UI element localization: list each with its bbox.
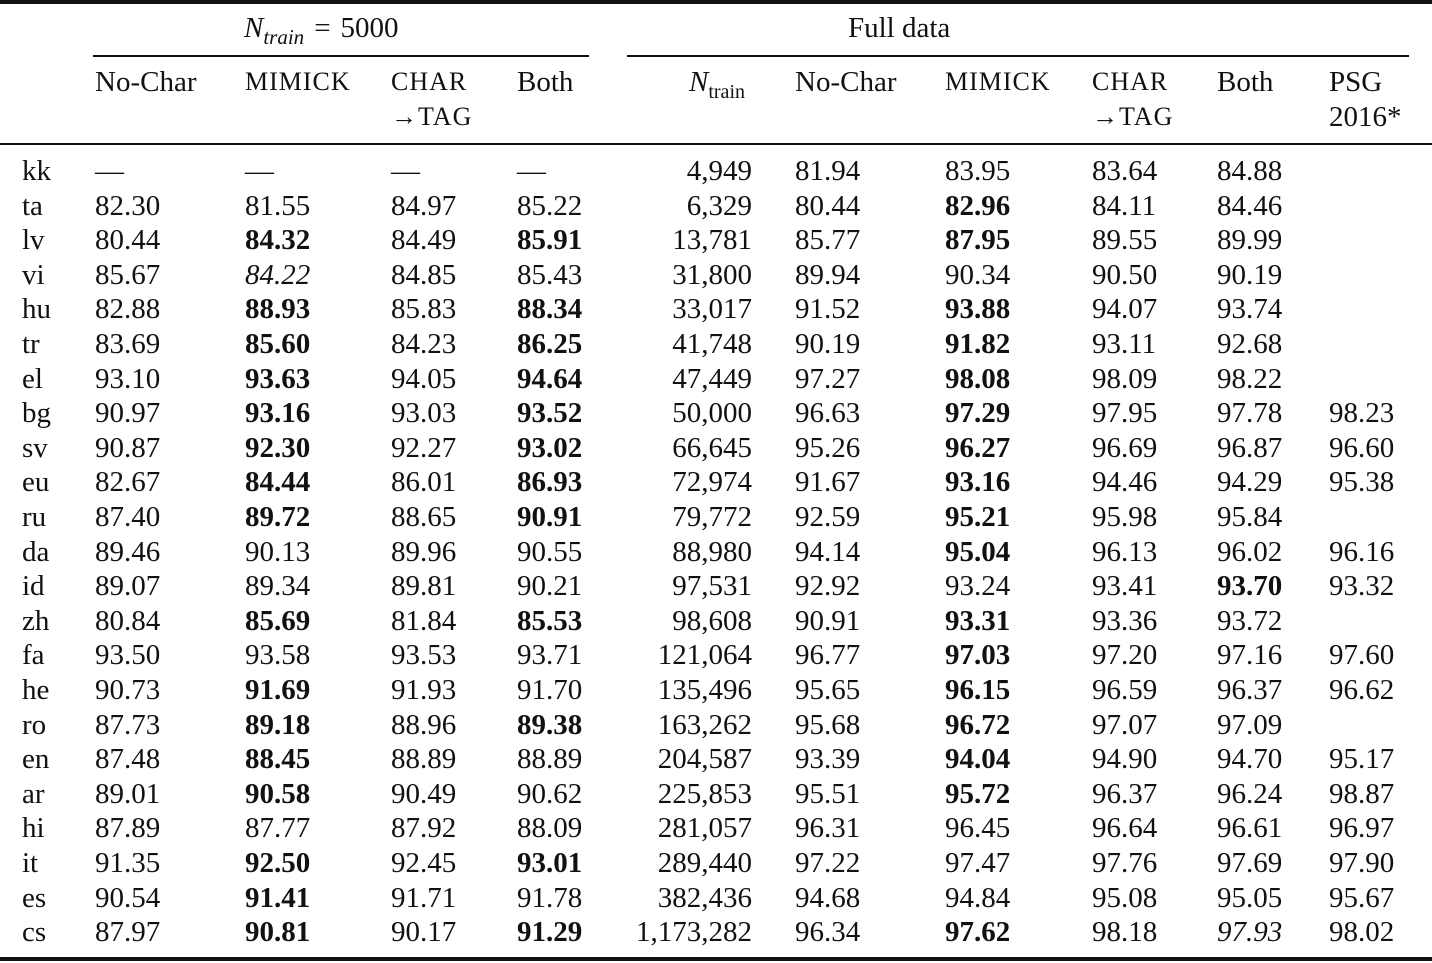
cell-f-mimick: 93.16 xyxy=(945,466,1011,499)
cell-s-nochar: 82.88 xyxy=(95,293,161,326)
cell-f-mimick: 94.84 xyxy=(945,881,1011,914)
cell-f-nochar: 97.27 xyxy=(795,362,861,395)
cell-f-both: 93.74 xyxy=(1217,293,1283,326)
cell-f-nochar: 90.19 xyxy=(795,328,861,360)
cell-f-nochar: 96.63 xyxy=(795,397,861,430)
cell-f-nochar: 94.14 xyxy=(795,535,861,568)
col-header-full-char-tag: CHAR xyxy=(1092,67,1169,96)
cell-s-nochar: 80.84 xyxy=(95,604,161,637)
table-row xyxy=(0,431,1432,466)
table-row xyxy=(0,189,1432,224)
cell-psg: 93.32 xyxy=(1329,570,1395,603)
cell-s-chartag: 93.03 xyxy=(391,397,457,430)
cell-f-nochar: 92.92 xyxy=(795,570,861,603)
table-row xyxy=(0,846,1432,881)
cell-f-both: 97.78 xyxy=(1217,397,1283,430)
language-code-cell: he xyxy=(22,674,50,706)
cell-f-chartag: 96.37 xyxy=(1092,777,1158,810)
cell-s-mimick: 88.93 xyxy=(245,293,311,326)
table-row xyxy=(0,362,1432,397)
cell-s-chartag: 84.85 xyxy=(391,258,457,291)
cell-f-both: 84.88 xyxy=(1217,155,1283,187)
cell-f-both: 93.70 xyxy=(1217,570,1283,603)
cell-ntrain: 204,587 xyxy=(657,743,752,776)
cell-s-chartag: 84.23 xyxy=(391,328,457,360)
top-rule xyxy=(0,0,1432,4)
cell-s-nochar: 82.67 xyxy=(95,466,161,499)
cell-f-both: 97.16 xyxy=(1217,639,1283,672)
cell-f-mimick: 96.45 xyxy=(945,812,1011,845)
cell-f-mimick: 87.95 xyxy=(945,224,1011,257)
cell-s-chartag: 89.96 xyxy=(391,535,457,568)
table-row xyxy=(0,742,1432,777)
cell-f-chartag: 93.41 xyxy=(1092,570,1158,603)
cell-s-mimick: 92.30 xyxy=(245,431,311,464)
cell-s-nochar: 83.69 xyxy=(95,328,161,360)
header-rule xyxy=(0,143,1432,145)
cell-f-mimick: 97.29 xyxy=(945,397,1011,430)
cell-s-nochar: 87.97 xyxy=(95,916,161,949)
cell-f-chartag: 89.55 xyxy=(1092,224,1158,257)
cell-f-chartag: 95.08 xyxy=(1092,881,1158,914)
ntrain-symbol: N xyxy=(244,12,264,44)
cell-s-mimick: 89.18 xyxy=(245,708,311,741)
cell-s-chartag: 87.92 xyxy=(391,812,457,845)
cell-ntrain: 382,436 xyxy=(657,881,752,914)
cell-ntrain: 281,057 xyxy=(657,812,752,845)
col-header-mimick: MIMICK xyxy=(245,67,351,96)
cell-ntrain: 47,449 xyxy=(672,362,752,395)
cell-f-chartag: 93.11 xyxy=(1092,328,1157,360)
table-row xyxy=(0,258,1432,293)
cell-f-both: 84.46 xyxy=(1217,189,1283,222)
cell-f-mimick: 95.21 xyxy=(945,501,1011,533)
cell-s-chartag: 90.17 xyxy=(391,916,457,949)
cell-s-both: 88.89 xyxy=(517,743,583,776)
cell-ntrain: 79,772 xyxy=(672,501,752,533)
cell-f-both: 97.09 xyxy=(1217,708,1283,741)
cell-ntrain: 66,645 xyxy=(672,431,752,464)
cell-f-both: 90.19 xyxy=(1217,258,1283,291)
cell-f-nochar: 95.51 xyxy=(795,777,861,810)
cell-s-both: 91.78 xyxy=(517,881,583,914)
cell-s-both: 88.34 xyxy=(517,293,583,326)
cell-s-nochar: 89.01 xyxy=(95,777,161,810)
col-header-full-no-char: No-Char xyxy=(795,66,897,98)
cell-s-mimick: 84.32 xyxy=(245,224,311,257)
language-code-cell: en xyxy=(22,743,50,776)
language-code-cell: eu xyxy=(22,466,50,499)
cell-f-mimick: 97.62 xyxy=(945,916,1011,949)
cell-f-mimick: 97.03 xyxy=(945,639,1011,672)
cell-psg: 96.97 xyxy=(1329,812,1395,845)
cell-psg: 95.67 xyxy=(1329,881,1395,914)
cell-psg: 95.17 xyxy=(1329,743,1395,776)
cell-f-mimick: 93.24 xyxy=(945,570,1011,603)
cell-s-nochar: 85.67 xyxy=(95,258,161,291)
cell-f-mimick: 97.47 xyxy=(945,847,1011,879)
cell-s-nochar: 91.35 xyxy=(95,847,161,879)
cell-s-mimick: 91.41 xyxy=(245,881,311,914)
cell-f-chartag: 95.98 xyxy=(1092,501,1158,533)
language-code-cell: ta xyxy=(22,189,43,222)
cell-s-both: 90.62 xyxy=(517,777,583,810)
language-code-cell: hi xyxy=(22,812,45,845)
cell-s-both: 90.55 xyxy=(517,535,583,568)
col-header-char-tag-line2: →TAG xyxy=(391,102,473,131)
cell-s-nochar: 93.50 xyxy=(95,639,161,672)
cell-s-chartag: 91.93 xyxy=(391,674,457,706)
cell-s-both: 93.02 xyxy=(517,431,583,464)
cell-f-both: 94.29 xyxy=(1217,466,1283,499)
cell-s-chartag: 88.89 xyxy=(391,743,457,776)
cell-s-nochar: 89.07 xyxy=(95,570,161,603)
cell-s-both: 85.91 xyxy=(517,224,583,257)
cell-s-mimick: 84.44 xyxy=(245,466,311,499)
cell-s-nochar: 80.44 xyxy=(95,224,161,257)
cell-ntrain: 98,608 xyxy=(672,604,752,637)
cell-f-nochar: 96.31 xyxy=(795,812,861,845)
cell-f-nochar: 95.65 xyxy=(795,674,861,706)
cell-ntrain: 97,531 xyxy=(672,570,752,603)
cell-psg: 96.60 xyxy=(1329,431,1395,464)
cell-f-nochar: 91.52 xyxy=(795,293,861,326)
cell-f-nochar: 91.67 xyxy=(795,466,861,499)
ntrain-symbol: N xyxy=(689,66,709,98)
col-header-full-mimick: MIMICK xyxy=(945,67,1051,96)
cell-f-both: 95.84 xyxy=(1217,501,1283,533)
cell-s-chartag: 84.97 xyxy=(391,189,457,222)
group-header-full-data: Full data xyxy=(848,12,951,44)
language-code-cell: ru xyxy=(22,501,47,533)
cell-s-nochar: 82.30 xyxy=(95,189,161,222)
cell-s-mimick: 90.13 xyxy=(245,535,311,568)
ntrain-subscript: train xyxy=(708,81,745,103)
cell-f-mimick: 98.08 xyxy=(945,362,1011,395)
cell-s-mimick: 81.55 xyxy=(245,189,311,222)
cell-psg: 97.90 xyxy=(1329,847,1395,879)
language-code-cell: el xyxy=(22,362,43,395)
language-code-cell: lv xyxy=(22,224,45,257)
cell-f-chartag: 90.50 xyxy=(1092,258,1158,291)
cell-f-chartag: 94.90 xyxy=(1092,743,1158,776)
language-code-cell: tr xyxy=(22,328,40,360)
cell-f-mimick: 96.27 xyxy=(945,431,1011,464)
cell-s-chartag: 86.01 xyxy=(391,466,457,499)
language-code-cell: sv xyxy=(22,431,48,464)
cell-s-both: 93.52 xyxy=(517,397,583,430)
cell-s-nochar: 87.89 xyxy=(95,812,161,845)
cell-s-mimick: 93.63 xyxy=(245,362,311,395)
cell-f-mimick: 93.88 xyxy=(945,293,1011,326)
cell-f-mimick: 83.95 xyxy=(945,155,1011,187)
cell-f-chartag: 83.64 xyxy=(1092,155,1158,187)
cell-f-both: 98.22 xyxy=(1217,362,1283,395)
cell-f-both: 94.70 xyxy=(1217,743,1283,776)
cell-f-nochar: 96.34 xyxy=(795,916,861,949)
cell-f-mimick: 96.72 xyxy=(945,708,1011,741)
ntrain-subscript: train xyxy=(263,25,305,49)
cell-f-mimick: 95.72 xyxy=(945,777,1011,810)
cell-s-nochar: 89.46 xyxy=(95,535,161,568)
cell-s-chartag: 92.45 xyxy=(391,847,457,879)
language-code-cell: es xyxy=(22,881,47,914)
cell-s-mimick: 84.22 xyxy=(245,258,311,291)
cell-ntrain: 31,800 xyxy=(672,258,752,291)
cell-f-nochar: 96.77 xyxy=(795,639,861,672)
language-code-cell: hu xyxy=(22,293,51,326)
cell-f-both: 93.72 xyxy=(1217,604,1283,637)
cell-f-both: 96.87 xyxy=(1217,431,1283,464)
cell-s-chartag: 94.05 xyxy=(391,362,457,395)
cell-f-chartag: 96.69 xyxy=(1092,431,1158,464)
cell-s-nochar: 90.73 xyxy=(95,674,161,706)
ntrain-value: 5000 xyxy=(340,12,399,44)
cell-psg: 98.23 xyxy=(1329,397,1395,430)
cell-s-chartag: 89.81 xyxy=(391,570,457,603)
cell-f-chartag: 94.07 xyxy=(1092,293,1158,326)
cell-f-both: 96.02 xyxy=(1217,535,1283,568)
cell-s-nochar: 90.97 xyxy=(95,397,161,430)
table-row xyxy=(0,500,1432,535)
language-code-cell: fa xyxy=(22,639,45,672)
language-code-cell: cs xyxy=(22,916,47,949)
col-header-both: Both xyxy=(517,66,574,98)
cell-s-both: 91.70 xyxy=(517,674,583,706)
cell-f-nochar: 94.68 xyxy=(795,881,861,914)
cell-s-nochar: 93.10 xyxy=(95,362,161,395)
cell-f-chartag: 97.76 xyxy=(1092,847,1158,879)
cell-f-nochar: 89.94 xyxy=(795,258,861,291)
cell-f-both: 96.24 xyxy=(1217,777,1283,810)
bottom-rule xyxy=(0,957,1432,961)
cell-psg: 98.87 xyxy=(1329,777,1395,810)
col-header-psg-2016-line2: 2016* xyxy=(1329,101,1402,133)
cell-ntrain: 33,017 xyxy=(672,293,752,326)
cell-s-both: 88.09 xyxy=(517,812,583,845)
cell-f-chartag: 84.11 xyxy=(1092,189,1157,222)
cell-f-nochar: 97.22 xyxy=(795,847,861,879)
cell-s-mimick: — xyxy=(245,155,274,187)
cell-ntrain: 13,781 xyxy=(672,224,752,257)
cell-ntrain: 163,262 xyxy=(657,708,752,741)
cell-ntrain: 121,064 xyxy=(657,639,752,672)
cell-ntrain: 4,949 xyxy=(686,155,752,187)
language-code-cell: id xyxy=(22,570,45,603)
cell-f-chartag: 94.46 xyxy=(1092,466,1158,499)
cell-s-both: 89.38 xyxy=(517,708,583,741)
cell-f-mimick: 90.34 xyxy=(945,258,1011,291)
cell-s-both: 93.71 xyxy=(517,639,583,672)
cell-s-mimick: 90.81 xyxy=(245,916,311,949)
language-code-cell: vi xyxy=(22,258,45,291)
table-row xyxy=(0,396,1432,431)
col-header-no-char: No-Char xyxy=(95,66,197,98)
cell-s-both: 91.29 xyxy=(517,916,583,949)
cell-s-chartag: 88.65 xyxy=(391,501,457,533)
cell-s-nochar: 90.87 xyxy=(95,431,161,464)
cell-f-both: 97.69 xyxy=(1217,847,1283,879)
table-row xyxy=(0,915,1432,950)
cell-s-chartag: 91.71 xyxy=(391,881,457,914)
cell-f-mimick: 95.04 xyxy=(945,535,1011,568)
cell-f-chartag: 96.64 xyxy=(1092,812,1158,845)
cell-f-both: 95.05 xyxy=(1217,881,1283,914)
cell-s-both: 85.43 xyxy=(517,258,583,291)
cell-ntrain: 289,440 xyxy=(657,847,752,879)
cell-psg: 96.16 xyxy=(1329,535,1395,568)
cell-s-both: 86.93 xyxy=(517,466,583,499)
cell-f-nochar: 90.91 xyxy=(795,604,861,637)
cell-s-chartag: 93.53 xyxy=(391,639,457,672)
cell-f-nochar: 95.26 xyxy=(795,431,861,464)
cell-f-nochar: 85.77 xyxy=(795,224,861,257)
table-row xyxy=(0,569,1432,604)
cell-f-both: 96.61 xyxy=(1217,812,1283,845)
group-header-ntrain-5000 xyxy=(244,11,399,47)
table-row xyxy=(0,777,1432,812)
table-row xyxy=(0,154,1432,189)
cell-f-nochar: 81.94 xyxy=(795,155,861,187)
cell-f-mimick: 96.15 xyxy=(945,674,1011,706)
cell-psg: 96.62 xyxy=(1329,674,1395,706)
cell-s-mimick: 93.16 xyxy=(245,397,311,430)
cell-s-mimick: 90.58 xyxy=(245,777,311,810)
cell-f-mimick: 94.04 xyxy=(945,743,1011,776)
cell-s-both: 93.01 xyxy=(517,847,583,879)
table-row xyxy=(0,223,1432,258)
cell-f-chartag: 98.18 xyxy=(1092,916,1158,949)
cell-s-chartag: — xyxy=(391,155,420,187)
cell-f-mimick: 82.96 xyxy=(945,189,1011,222)
table-row xyxy=(0,708,1432,743)
cell-s-chartag: 85.83 xyxy=(391,293,457,326)
cell-f-mimick: 93.31 xyxy=(945,604,1011,637)
cell-s-mimick: 92.50 xyxy=(245,847,311,879)
language-code-cell: bg xyxy=(22,397,51,430)
cell-s-chartag: 92.27 xyxy=(391,431,457,464)
cell-f-chartag: 97.95 xyxy=(1092,397,1158,430)
cell-s-mimick: 89.72 xyxy=(245,501,311,533)
table-row xyxy=(0,673,1432,708)
cell-s-both: 86.25 xyxy=(517,328,583,360)
cell-ntrain: 6,329 xyxy=(686,189,752,222)
cell-ntrain: 41,748 xyxy=(672,328,752,360)
language-code-cell: da xyxy=(22,535,50,568)
language-code-cell: it xyxy=(22,847,39,879)
equals-sign: = xyxy=(314,12,331,44)
cell-f-both: 97.93 xyxy=(1217,916,1283,949)
cell-ntrain: 88,980 xyxy=(672,535,752,568)
language-code-cell: zh xyxy=(22,604,50,637)
cell-s-mimick: 89.34 xyxy=(245,570,311,603)
cell-f-nochar: 93.39 xyxy=(795,743,861,776)
cell-s-nochar: — xyxy=(95,155,124,187)
cell-s-chartag: 88.96 xyxy=(391,708,457,741)
cell-s-mimick: 85.69 xyxy=(245,604,311,637)
table-row xyxy=(0,535,1432,570)
col-header-char-tag: CHAR xyxy=(391,67,468,96)
cell-s-mimick: 91.69 xyxy=(245,674,311,706)
cell-f-chartag: 97.07 xyxy=(1092,708,1158,741)
col-header-full-char-tag-line2: →TAG xyxy=(1092,102,1174,131)
cell-psg: 95.38 xyxy=(1329,466,1395,499)
col-header-ntrain xyxy=(689,65,745,102)
cell-f-nochar: 92.59 xyxy=(795,501,861,533)
group-rule-ntrain xyxy=(93,55,589,57)
cell-s-mimick: 85.60 xyxy=(245,328,311,360)
language-code-cell: ro xyxy=(22,708,47,741)
cell-s-chartag: 90.49 xyxy=(391,777,457,810)
cell-f-chartag: 96.59 xyxy=(1092,674,1158,706)
cell-f-mimick: 91.82 xyxy=(945,328,1011,360)
cell-s-mimick: 88.45 xyxy=(245,743,311,776)
cell-f-nochar: 80.44 xyxy=(795,189,861,222)
cell-ntrain: 72,974 xyxy=(672,466,752,499)
table-row xyxy=(0,881,1432,916)
col-header-psg-2016: PSG xyxy=(1329,66,1383,98)
cell-psg: 97.60 xyxy=(1329,639,1395,672)
table-row xyxy=(0,638,1432,673)
cell-psg: 98.02 xyxy=(1329,916,1395,949)
cell-f-chartag: 98.09 xyxy=(1092,362,1158,395)
table-row xyxy=(0,292,1432,327)
cell-f-chartag: 97.20 xyxy=(1092,639,1158,672)
col-header-full-both: Both xyxy=(1217,66,1274,98)
cell-s-mimick: 93.58 xyxy=(245,639,311,672)
cell-s-chartag: 84.49 xyxy=(391,224,457,257)
table-row xyxy=(0,811,1432,846)
cell-ntrain: 135,496 xyxy=(657,674,752,706)
cell-f-chartag: 96.13 xyxy=(1092,535,1158,568)
cell-s-both: 85.53 xyxy=(517,604,583,637)
cell-f-nochar: 95.68 xyxy=(795,708,861,741)
table-row xyxy=(0,604,1432,639)
cell-f-chartag: 93.36 xyxy=(1092,604,1158,637)
cell-s-both: 90.91 xyxy=(517,501,583,533)
language-code-cell: ar xyxy=(22,777,45,810)
cell-ntrain: 225,853 xyxy=(657,777,752,810)
group-rule-full xyxy=(627,55,1409,57)
cell-s-nochar: 87.73 xyxy=(95,708,161,741)
cell-s-both: 94.64 xyxy=(517,362,583,395)
cell-s-chartag: 81.84 xyxy=(391,604,457,637)
cell-s-nochar: 87.48 xyxy=(95,743,161,776)
cell-s-both: — xyxy=(517,155,546,187)
cell-f-both: 96.37 xyxy=(1217,674,1283,706)
cell-s-mimick: 87.77 xyxy=(245,812,311,845)
cell-s-both: 90.21 xyxy=(517,570,583,603)
cell-ntrain: 50,000 xyxy=(672,397,752,430)
cell-ntrain: 1,173,282 xyxy=(636,916,752,949)
cell-s-nochar: 87.40 xyxy=(95,501,161,533)
cell-s-both: 85.22 xyxy=(517,189,583,222)
table-row xyxy=(0,465,1432,500)
cell-f-both: 89.99 xyxy=(1217,224,1283,257)
cell-f-both: 92.68 xyxy=(1217,328,1283,360)
language-code-cell: kk xyxy=(22,155,51,187)
table-row xyxy=(0,327,1432,362)
cell-s-nochar: 90.54 xyxy=(95,881,161,914)
